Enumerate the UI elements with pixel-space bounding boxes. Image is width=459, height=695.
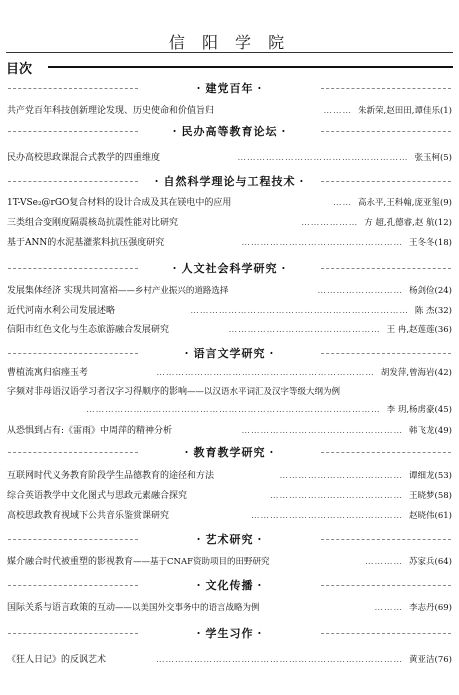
entry-title: 信阳市红色文化与生态旅游融合发展研究 (7, 325, 170, 335)
entry-author: ……………………… 杨剑俭(24) (317, 286, 452, 296)
entry-author: ……………… 方 超,孔德睿,赵 航(12) (301, 218, 452, 228)
toc-entry-continued (7, 403, 452, 417)
toc-entry[interactable] (7, 304, 452, 318)
toc-entry[interactable] (7, 196, 452, 210)
entry-title: 高校思政教育视域下公共音乐鉴赏课研究 (7, 511, 170, 521)
entry-title: 综合英语教学中文化图式与思政元素融合探究 (7, 491, 188, 501)
entry-title: 三类组合变刚度隔震核岛抗震性能对比研究 (7, 218, 179, 228)
entry-author: ………………………………………… 王 冉,赵莲莲(36) (228, 325, 452, 335)
entry-author: ………… 苏家兵(64) (365, 557, 452, 567)
toc-entry[interactable] (7, 104, 452, 118)
entry-title: 共产党百年科技创新理论发现、历史使命和价值旨归 (7, 106, 215, 116)
toc-label: 目次 (6, 62, 33, 77)
entry-author: …………………………………………… 王冬冬(18) (241, 238, 452, 248)
section-heading: · 建党百年 · (0, 80, 459, 96)
toc-entry[interactable] (7, 601, 452, 615)
entry-title: 国际关系与语言政策的互动——以美国外交事务中的语言战略为例 (7, 603, 260, 613)
entry-author: ……… 朱新荣,赵田田,谭佳乐(1) (323, 106, 452, 116)
entry-title: 基于ANN的水泥基灌浆料抗压强度研究 (7, 238, 165, 248)
toc-entry[interactable] (7, 424, 452, 438)
entry-author: ………………………………………… 赵晓伟(61) (251, 511, 452, 521)
toc-entry[interactable] (7, 653, 452, 667)
toc-entry[interactable] (7, 366, 452, 380)
section-heading: · 语言文学研究 · (0, 345, 459, 361)
toc-entry[interactable] (7, 555, 452, 569)
entry-title: 字频对非母语汉语学习者汉字习得顺序的影响——以汉语水平词汇及汉字等级大纲为例 (7, 387, 341, 397)
entry-title: 曹植流寓归宿瘗玉考 (7, 368, 89, 378)
journal-title: 信 阳 学 院 (168, 33, 291, 52)
entry-author: ………………………………………………………………………………… 李 玥,杨虏豪(45) (86, 405, 452, 415)
toc-header (6, 58, 453, 77)
section-heading: · 民办高等教育论坛 · (0, 123, 459, 139)
section-heading: · 学生习作 · (0, 625, 459, 641)
entry-title: 近代河南水利公司发展述略 (7, 306, 116, 316)
entry-author: …………………………………………………………… 陈 杰(32) (190, 306, 452, 316)
section-heading: · 人文社会科学研究 · (0, 260, 459, 276)
toc-entry[interactable] (7, 284, 452, 298)
toc-entry[interactable] (7, 509, 452, 523)
toc-entry[interactable] (7, 469, 452, 483)
toc-entry[interactable] (7, 489, 452, 503)
toc-entry[interactable] (7, 216, 452, 230)
toc-entry[interactable] (7, 385, 452, 399)
section-heading: · 文化传播 · (0, 577, 459, 593)
entry-author: …… 高永平,王科翰,庞亚玺(9) (333, 198, 452, 208)
entry-title: 1T-VSe₂@rGO复合材料的设计合成及其在镁电中的应用 (7, 198, 232, 208)
entry-title: 媒介融合时代被重塑的影视教育——基于CNAF资助项目的田野研究 (7, 557, 270, 567)
entry-author: …………………………………………………………………… 黄亚洁(76) (156, 655, 452, 665)
entry-title: 互联网时代义务教育阶段学生品德教育的途径和方法 (7, 471, 215, 481)
entry-title: 从恐惧到占有:《雷雨》中周萍的精神分析 (7, 426, 173, 436)
section-heading: · 艺术研究 · (0, 531, 459, 547)
entry-title: 发展集体经济 实现共同富裕——乡村产业振兴的道路选择 (7, 286, 229, 296)
header-rule (6, 52, 453, 53)
toc-entry[interactable] (7, 323, 452, 337)
entry-author: …………………………………………………………… 胡发萍,曾海岩(42) (156, 368, 452, 378)
section-heading: · 教育教学研究 · (0, 444, 459, 460)
section-heading: · 自然科学理论与工程技术 · (0, 173, 459, 189)
entry-author: ……… 李志丹(69) (374, 603, 452, 613)
entry-title: 《狂人日记》的反讽艺术 (7, 655, 107, 665)
entry-author: ………………………………… 谭细龙(53) (279, 471, 452, 481)
toc-entry[interactable] (7, 236, 452, 250)
toc-entry[interactable] (7, 151, 452, 165)
entry-author: …………………………………………… 韩飞龙(49) (241, 426, 452, 436)
entry-author: …………………………………… 王晓梦(58) (270, 491, 452, 501)
entry-title: 民办高校思政课混合式教学的四重维度 (7, 153, 161, 163)
toc-rule (48, 66, 453, 68)
entry-author: ……………………………………………… 张玉柯(5) (237, 153, 452, 163)
